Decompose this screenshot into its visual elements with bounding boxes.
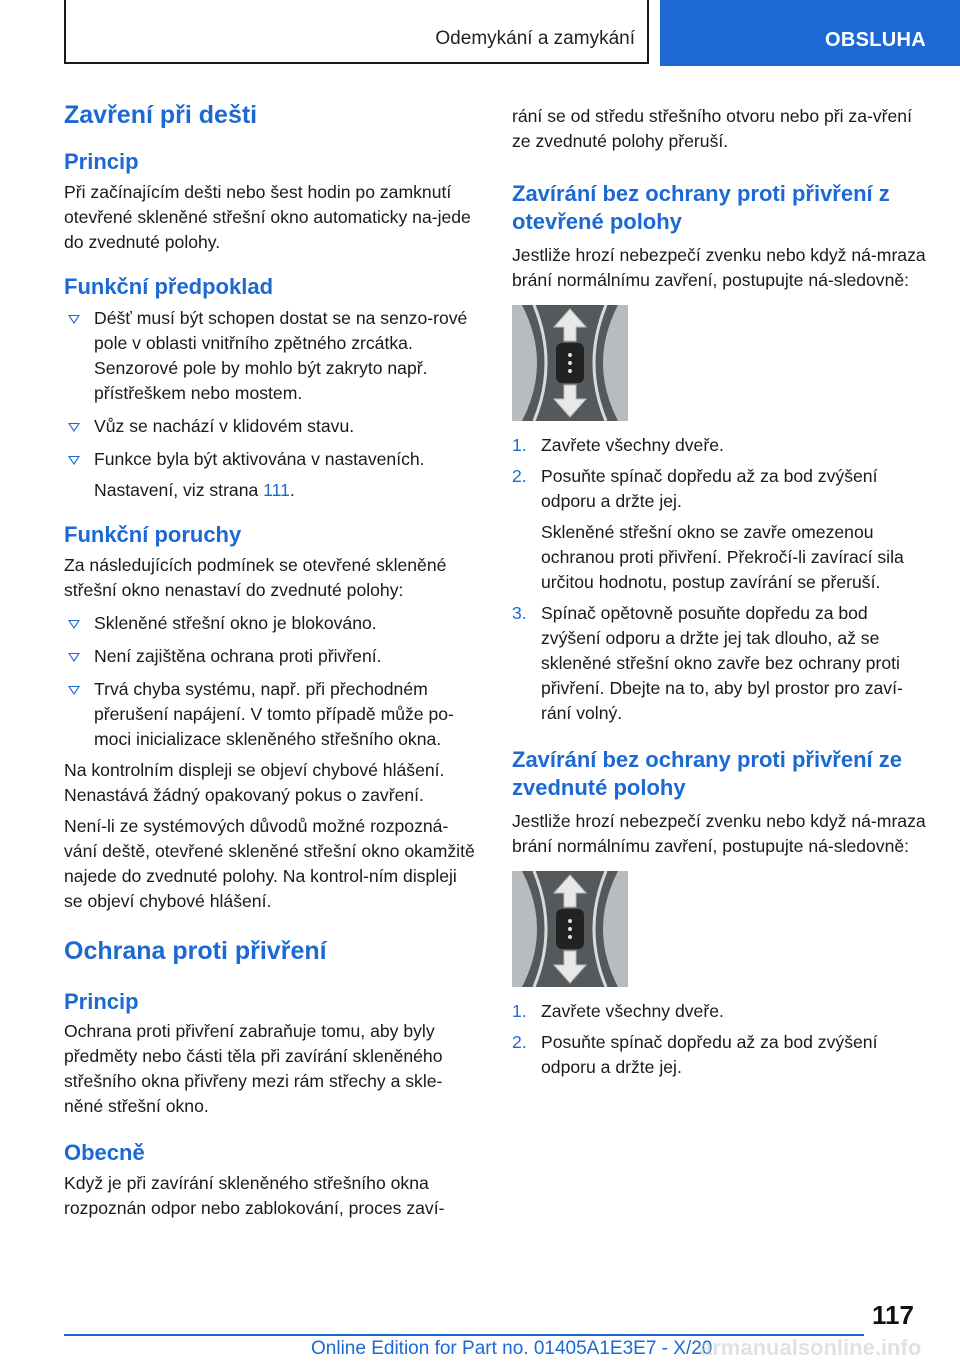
section-title-anti-pinch: Ochrana proti přivření — [64, 936, 327, 965]
predpoklad-list — [64, 306, 480, 472]
list-item: 2. Posuňte spínač dopředu až za bod zvýšení odporu a držte jej. — [512, 1032, 878, 1077]
poruchy-text: Za následujících podmínek se otevřené skleněné střešní okno nenastaví do zvednuté polohy: — [64, 554, 447, 600]
section-tab-label: OBSLUHA — [825, 29, 926, 51]
subsection-title-close-raised: Zavírání bez ochrany proti přivření ze zvednuté polohy — [512, 747, 902, 800]
paragraph: Na kontrolním displeji se objeví chybové hlášení. Nenastává žádný opakovaný pokus o zavření. — [64, 759, 445, 805]
list-item: Není zajištěna ochrana proti přivření. — [64, 644, 480, 669]
princip-text: Ochrana proti přivření zabraňuje tomu, aby byly předměty nebo části těla při zavírání skleněného střešního okna přivřeny mezi rám střechy a skle-něné střešní okno. — [64, 1021, 443, 1116]
footer-edition: Online Edition for Part no. 01405A1E3E7 - X/20 — [311, 1338, 713, 1359]
list-item: Vůz se nachází v klidovém stavu. — [64, 414, 480, 439]
list-item: Déšť musí být schopen dostat se na senzo-rové pole v oblasti vnitřního zpětného zrcátka. Senzorové pole by mohlo být zakryto např. přístřeškem nebo mostem. — [64, 306, 480, 406]
section-title-rain-closing: Zavření při dešti — [64, 101, 258, 129]
triangle-bullet-icon — [68, 423, 80, 432]
triangle-bullet-icon — [68, 315, 80, 324]
subsection-title-princip: Princip — [64, 988, 139, 1014]
step-note: Skleněné střešní okno se zavře omezenou ochranou proti přivření. Překročí-li zavírací sila určitou hodnotu, postup zavírání se přeruší. — [541, 522, 904, 592]
list-item: 3. Spínač opětovně posuňte dopředu za bod zvýšení odporu a držte jej tak dlouho, až se skleněné střešní okno zavře bez ochrany proti přivření. Dbejte na to, aby byl prostor pro zaví-rání volný. — [512, 603, 903, 723]
triangle-bullet-icon — [68, 686, 80, 695]
section-tab[interactable] — [660, 0, 960, 66]
list-item: 1. Zavřete všechny dveře. — [512, 1001, 724, 1021]
header-title: Odemykání a zamykání — [435, 28, 635, 49]
roof-switch-image — [512, 305, 628, 421]
page-number: 117 — [872, 1300, 914, 1330]
paragraph: Není-li ze systémových důvodů možné rozpozná-vání deště, otevřené skleněné střešní okno okamžitě najede do zvednuté polohy. Na kontrol-ním displeji se objeví chybové hlášení. — [64, 815, 475, 911]
subsection-title-close-open: Zavírání bez ochrany proti přivření z otevřené polohy — [512, 181, 890, 234]
settings-reference: Nastavení, viz strana 111. — [94, 480, 295, 500]
subsection-title-predpoklad: Funkční předpoklad — [64, 273, 274, 299]
subsection-title-poruchy: Funkční poruchy — [64, 522, 242, 547]
watermark: armanualsonline.info — [700, 1335, 922, 1360]
right-column — [512, 100, 932, 1080]
triangle-bullet-icon — [68, 456, 80, 465]
continued-text: rání se od středu střešního otvoru nebo při za-vření ze zvednuté polohy přeruší. — [512, 106, 912, 151]
list-item: Funkce byla být aktivována v nastaveních. — [64, 447, 480, 472]
subsection-title-obecne: Obecně — [64, 1140, 145, 1165]
instruction-text: Jestliže hrozí nebezpečí zvenku nebo když ná-mraza brání normálnímu zavření, postupujte ná-sledovně: — [512, 245, 926, 290]
list-item: 1. Zavřete všechny dveře. — [512, 435, 724, 455]
left-column — [64, 100, 480, 1221]
page-link[interactable]: 111 — [263, 480, 290, 500]
switch-illustration-icon — [512, 871, 628, 987]
header-frame — [64, 0, 649, 64]
list-item: Trvá chyba systému, např. při přechodném přerušení napájení. V tomto případě může po-moci inicializace skleněného střešního okna. — [64, 677, 480, 752]
switch-illustration-icon — [512, 305, 628, 421]
list-item: Skleněné střešní okno je blokováno. — [64, 611, 480, 636]
triangle-bullet-icon — [68, 653, 80, 662]
princip-text: Při začínajícím dešti nebo šest hodin po zamknutí otevřené skleněné střešní okno automaticky na-jede do zvednuté polohy. — [64, 181, 471, 252]
poruchy-list — [64, 611, 480, 752]
roof-switch-image — [512, 871, 628, 987]
steps-list — [512, 601, 932, 726]
steps-list — [512, 433, 932, 514]
instruction-text: Jestliže hrozí nebezpečí zvenku nebo když ná-mraza brání normálnímu zavření, postupujte ná-sledovně: — [512, 811, 926, 856]
list-item: 2. Posuňte spínač dopředu až za bod zvýšení odporu a držte jej. — [512, 466, 878, 511]
obecne-text: Když je při zavírání skleněného střešního okna rozpoznán odpor nebo zablokování, proces zaví- — [64, 1172, 445, 1218]
triangle-bullet-icon — [68, 620, 80, 629]
subsection-title-princip: Princip — [64, 149, 139, 174]
steps-list — [512, 999, 932, 1080]
